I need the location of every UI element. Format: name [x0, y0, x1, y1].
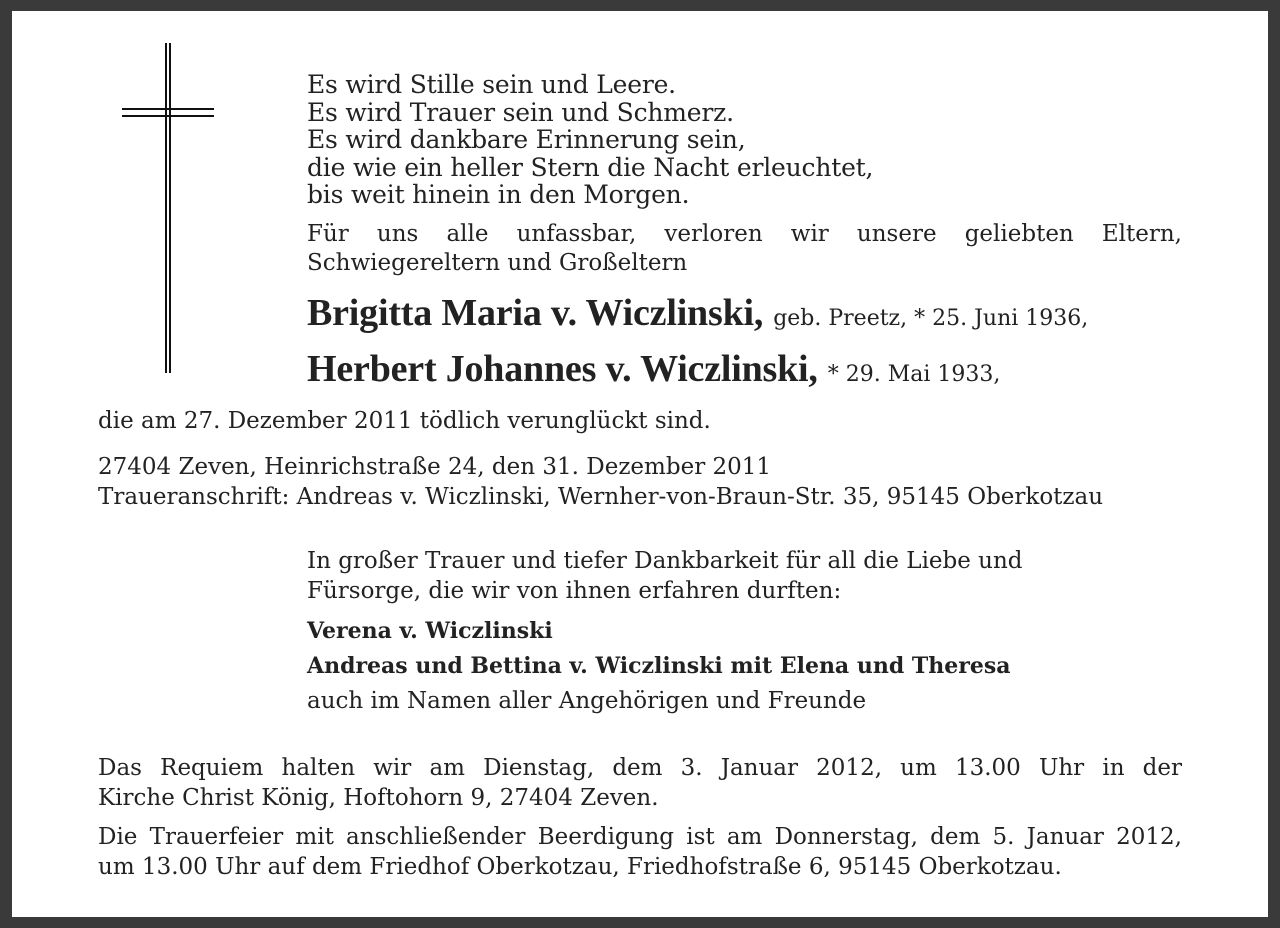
page-frame: [12, 11, 1268, 917]
deceased-name: Herbert Johannes v. Wiczlinski,: [307, 348, 818, 390]
place-date: 27404 Zeven, Heinrichstraße 24, den 31. Dezember 2011: [98, 454, 772, 480]
poem: [307, 71, 873, 209]
cross-icon: [122, 43, 214, 373]
thanks-line: In großer Trauer und tiefer Dankbarkeit für all die Liebe und: [307, 548, 1023, 574]
deceased-entry: [307, 291, 1088, 335]
deceased-entry: [307, 347, 1000, 391]
requiem-info: [98, 753, 1182, 813]
poem-line: Es wird Stille sein und Leere.: [307, 70, 676, 99]
poem-line: Es wird dankbare Erinnerung sein,: [307, 125, 746, 154]
mourning-address: Traueranschrift: Andreas v. Wiczlinski, Wernher-von-Braun-Str. 35, 95145 Oberkotzau: [98, 484, 1104, 510]
intro-line: Schwiegereltern und Großeltern: [307, 250, 688, 276]
deceased-detail: * 29. Mai 1933,: [827, 362, 1001, 387]
mourner-name: Verena v. Wiczlinski: [307, 618, 553, 644]
intro-text: [307, 220, 1182, 278]
deceased-detail: geb. Preetz, * 25. Juni 1936,: [773, 306, 1089, 331]
mourner-name: Andreas und Bettina v. Wiczlinski mit Elena und Theresa: [307, 653, 1011, 679]
thanks-line: Fürsorge, die wir von ihnen erfahren durften:: [307, 578, 842, 604]
obituary-notice: [12, 11, 1268, 917]
deceased-name: Brigitta Maria v. Wiczlinski,: [307, 292, 764, 334]
funeral-line: Die Trauerfeier mit anschließender Beerdigung ist am Donnerstag, dem 5. Januar 2012,: [98, 824, 1182, 850]
intro-line: Für uns alle unfassbar, verloren wir unsere geliebten Eltern,: [307, 221, 1182, 247]
thanks-text: [307, 546, 1023, 606]
relatives-note: auch im Namen aller Angehörigen und Freunde: [307, 688, 867, 714]
poem-line: die wie ein heller Stern die Nacht erleuchtet,: [307, 152, 874, 182]
poem-line: Es wird Trauer sein und Schmerz.: [307, 97, 734, 127]
poem-line: bis weit hinein in den Morgen.: [307, 180, 690, 209]
death-statement: die am 27. Dezember 2011 tödlich verunglückt sind.: [98, 408, 711, 434]
funeral-info: [98, 822, 1182, 882]
requiem-line: Kirche Christ König, Hoftohorn 9, 27404 Zeven.: [98, 785, 659, 811]
funeral-line: um 13.00 Uhr auf dem Friedhof Oberkotzau, Friedhofstraße 6, 95145 Oberkotzau.: [98, 854, 1062, 880]
requiem-line: Das Requiem halten wir am Dienstag, dem 3. Januar 2012, um 13.00 Uhr in der: [98, 755, 1182, 781]
